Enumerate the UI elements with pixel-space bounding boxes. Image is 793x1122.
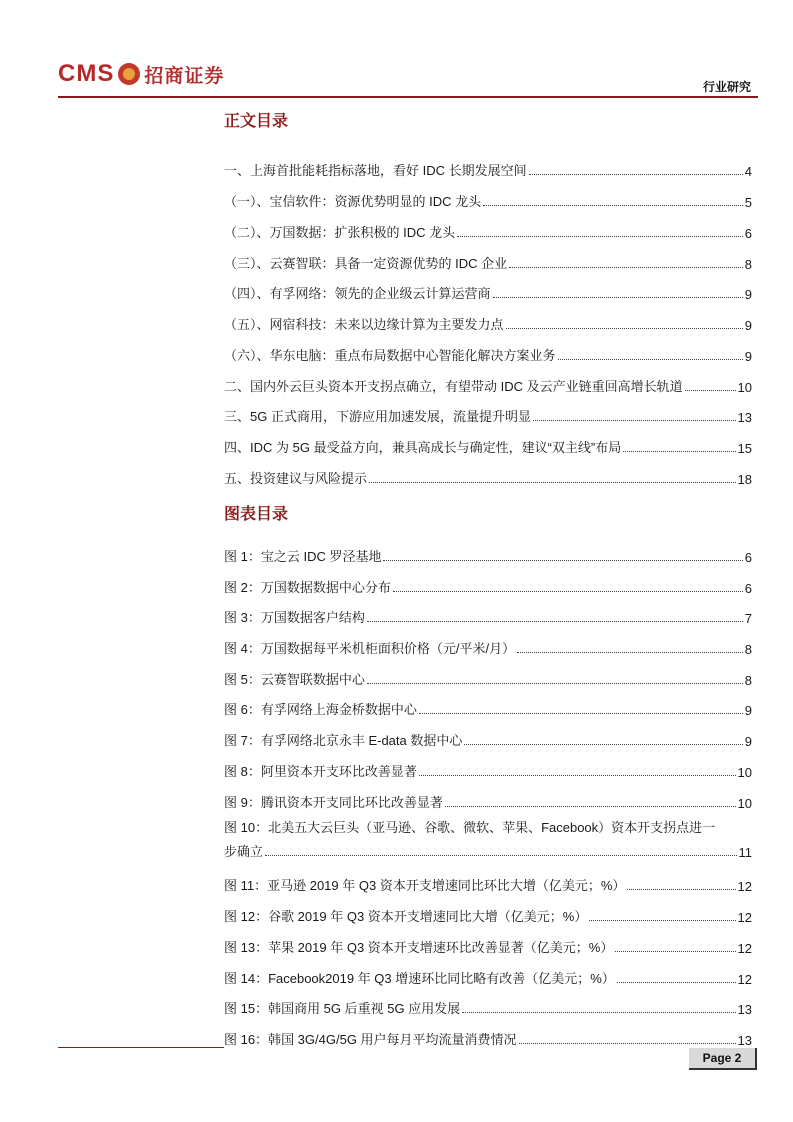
figure-item[interactable]: 图 6：有孚网络上海金桥数据中心 9: [224, 702, 752, 718]
toc-item[interactable]: （二）、万国数据：扩张积极的 IDC 龙头 6: [224, 225, 752, 241]
figure-item[interactable]: 图 7：有孚网络北京永丰 E-data 数据中心 9: [224, 733, 752, 749]
toc-item[interactable]: 一、上海首批能耗指标落地，看好 IDC 长期发展空间 4: [224, 163, 752, 179]
figure-list: [224, 534, 752, 1048]
logo-emblem-icon: [118, 63, 140, 85]
figure-item-line2: 步确立 11: [224, 844, 752, 860]
figure-item[interactable]: 图 4：万国数据每平米机柜面积价格（元/平米/月） 8: [224, 641, 752, 657]
logo-text: CMS: [58, 60, 115, 87]
figure-item[interactable]: 图 1：宝之云 IDC 罗泾基地 6: [224, 549, 752, 565]
page-number: Page 2: [689, 1048, 757, 1070]
toc-title: 正文目录: [224, 113, 289, 130]
logo-chinese-name: 招商证券: [144, 65, 225, 87]
section-label: 行业研究: [702, 80, 751, 94]
toc-item[interactable]: 四、IDC 为 5G 最受益方向，兼具高成长与确定性，建议“双主线”布局 15: [224, 440, 752, 456]
figure-item-line1: 图 10：北美五大云巨头（亚马逊、谷歌、微软、苹果、Facebook）资本开支拐点进一: [224, 820, 716, 835]
figure-item[interactable]: 图 2：万国数据数据中心分布 6: [224, 580, 752, 596]
toc-item[interactable]: （四）、有孚网络：领先的企业级云计算运营商 9: [224, 286, 752, 302]
figure-item[interactable]: 图 16：韩国 3G/4G/5G 用户每月平均流量消费情况 13: [224, 1032, 752, 1048]
page-header: [0, 0, 793, 100]
toc-item[interactable]: （三）、云赛智联：具备一定资源优势的 IDC 企业 8: [224, 256, 752, 272]
cms-logo: [58, 60, 224, 88]
figure-item-multiline[interactable]: [224, 811, 752, 864]
figure-toc-title: 图表目录: [224, 506, 289, 523]
toc-item[interactable]: （一）、宝信软件：资源优势明显的 IDC 龙头 5: [224, 194, 752, 210]
figure-item[interactable]: 图 3：万国数据客户结构 7: [224, 610, 752, 626]
figure-item[interactable]: 图 9：腾讯资本开支同比环比改善显著 10: [224, 795, 752, 811]
toc-item[interactable]: （五）、网宿科技：未来以边缘计算为主要发力点 9: [224, 317, 752, 333]
figure-item[interactable]: 图 12：谷歌 2019 年 Q3 资本开支增速同比大增（亿美元；%） 12: [224, 909, 752, 925]
footer-divider: [58, 1047, 224, 1048]
figure-item[interactable]: 图 13：苹果 2019 年 Q3 资本开支增速环比改善显著（亿美元；%） 12: [224, 940, 752, 956]
figure-item[interactable]: 图 11：亚马逊 2019 年 Q3 资本开支增速同比环比大增（亿美元；%） 12: [224, 878, 752, 894]
figure-item[interactable]: 图 5：云赛智联数据中心 8: [224, 672, 752, 688]
header-divider: [58, 96, 758, 98]
figure-item[interactable]: 图 14：Facebook2019 年 Q3 增速环比同比略有改善（亿美元；%） 12: [224, 971, 752, 987]
toc-item[interactable]: （六）、华东电脑：重点布局数据中心智能化解决方案业务 9: [224, 348, 752, 364]
toc-list: [224, 148, 752, 487]
figure-item[interactable]: 图 15：韩国商用 5G 后重视 5G 应用发展 13: [224, 1001, 752, 1017]
toc-item[interactable]: 五、投资建议与风险提示 18: [224, 471, 752, 487]
toc-item[interactable]: 二、国内外云巨头资本开支拐点确立，有望带动 IDC 及云产业链重回高增长轨道 10: [224, 379, 752, 395]
figure-item[interactable]: 图 8：阿里资本开支环比改善显著 10: [224, 764, 752, 780]
toc-item[interactable]: 三、5G 正式商用，下游应用加速发展，流量提升明显 13: [224, 409, 752, 425]
